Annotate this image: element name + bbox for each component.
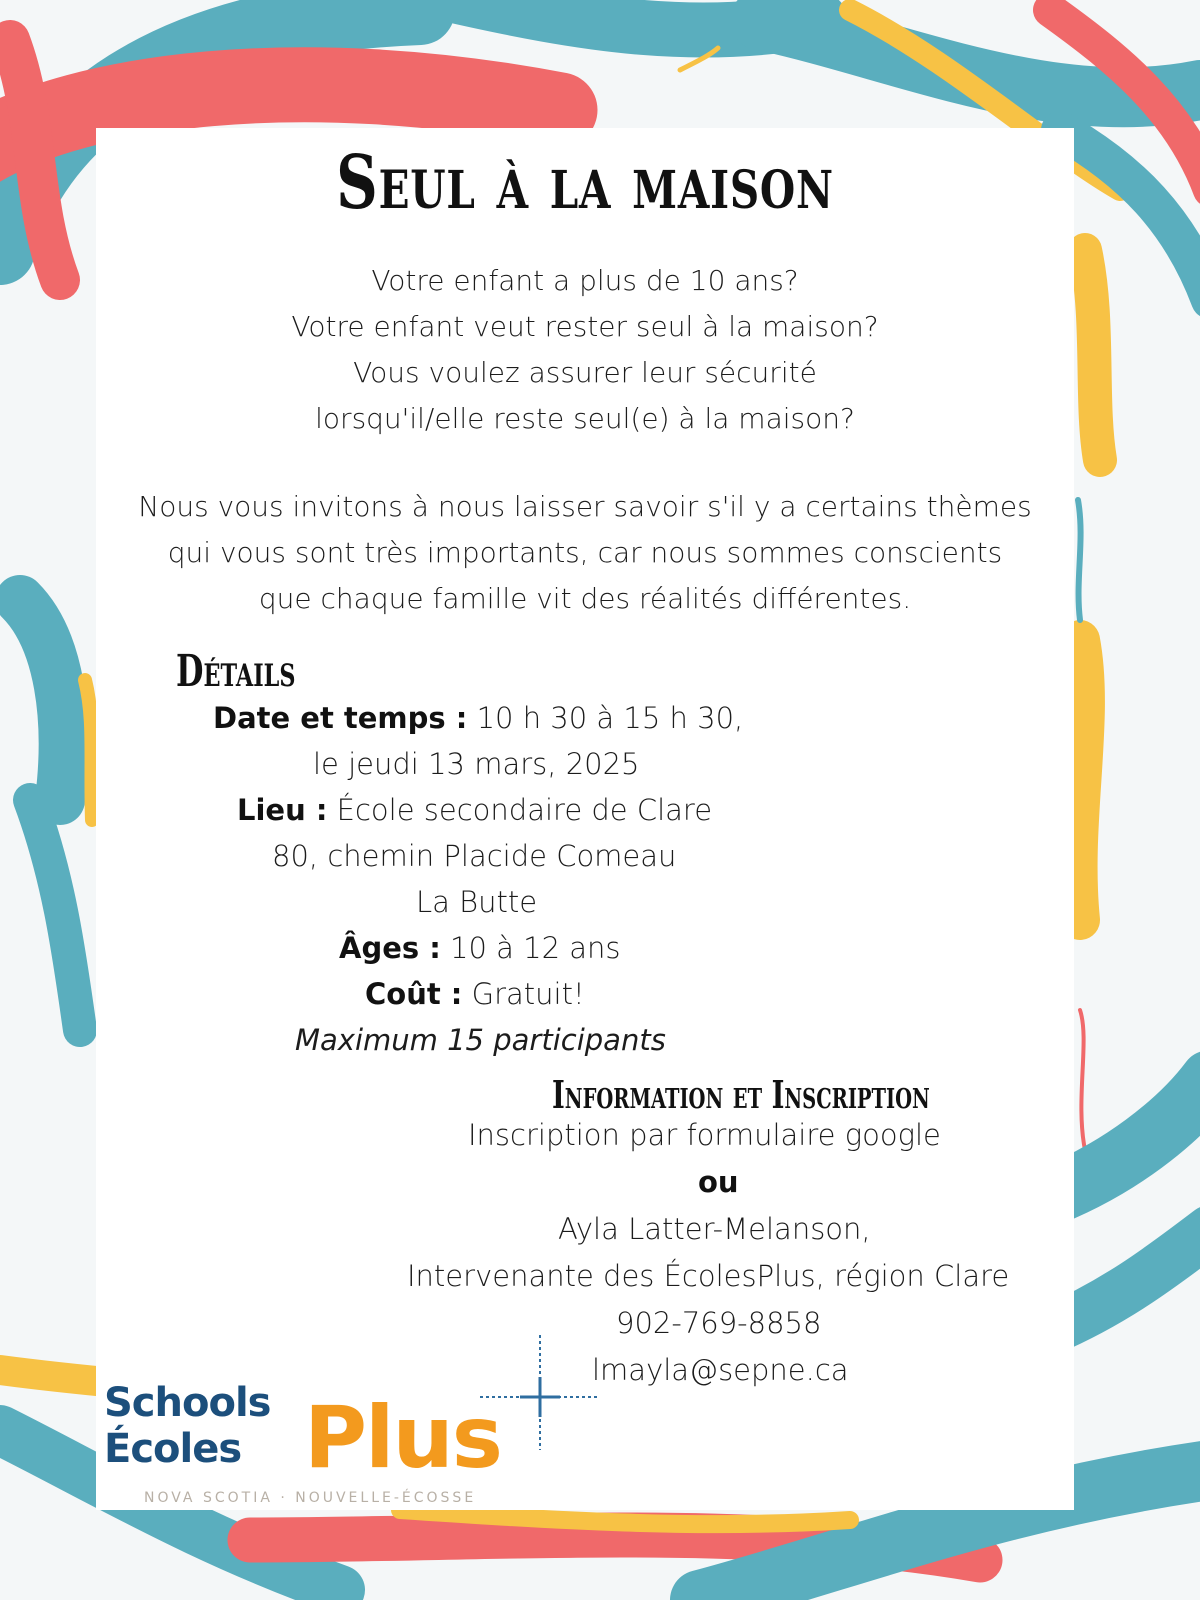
registration-heading: Information et Inscription — [552, 1072, 930, 1117]
ages-row — [339, 925, 621, 971]
ages-label: Âges : — [339, 931, 441, 965]
details-heading: Détails — [176, 646, 296, 697]
place-label: Lieu : — [237, 793, 328, 827]
intro-question-2: Votre enfant veut rester seul à la maison? — [291, 310, 879, 343]
invitation-line-1: Nous vous invitons à nous laisser savoir s'il y a certains thèmes — [138, 490, 1032, 523]
cost-row — [365, 971, 585, 1017]
address-line-1: 80, chemin Placide Comeau — [272, 839, 677, 873]
address-line-2: La Butte — [416, 885, 538, 919]
brush-coral-right-thin — [1080, 1010, 1085, 1150]
brush-teal-left-2 — [30, 800, 80, 1030]
cost-label: Coût : — [365, 977, 463, 1011]
brush-teal-right-thin — [1078, 500, 1081, 620]
place-row — [237, 787, 712, 833]
contact-email[interactable]: lmayla@sepne.ca — [592, 1353, 849, 1387]
cost-value: Gratuit! — [471, 977, 585, 1011]
page-title: Seul à la maison — [336, 140, 834, 226]
logo-plus: Plus — [304, 1388, 501, 1488]
logo-star-icon — [480, 1335, 600, 1455]
intro-question-3: Vous voulez assurer leur sécurité — [353, 356, 817, 389]
date-label: Date et temps : — [213, 701, 468, 735]
logo-schools: Schools — [104, 1380, 271, 1426]
registration-or: ou — [698, 1165, 739, 1199]
contact-role: Intervenante des ÉcolesPlus, région Clare — [407, 1259, 1010, 1293]
logo-ecoles: Écoles — [104, 1426, 242, 1472]
invitation-line-3: que chaque famille vit des réalités différentes. — [258, 582, 912, 615]
maximum-participants: Maximum 15 participants — [295, 1023, 666, 1057]
invitation-line-2: qui vous sont très importants, car nous sommes conscients — [167, 536, 1003, 569]
logo-tagline: NOVA SCOTIA · NOUVELLE-ÉCOSSE — [144, 1490, 477, 1506]
brush-yellow-right-1 — [1085, 250, 1100, 460]
date-row — [213, 695, 743, 741]
intro-question-1: Votre enfant a plus de 10 ans? — [371, 264, 799, 297]
brush-yellow-left — [85, 680, 92, 820]
brush-teal-left-1 — [20, 600, 64, 800]
contact-phone: 902-769-8858 — [616, 1306, 822, 1340]
date-value: 10 h 30 à 15 h 30, — [476, 701, 744, 735]
contact-name: Ayla Latter-Melanson, — [558, 1212, 871, 1246]
brush-yellow-right-2 — [1078, 640, 1085, 920]
schoolsplus-logo — [104, 1380, 594, 1520]
registration-method: Inscription par formulaire google — [468, 1118, 941, 1152]
intro-question-4: lorsqu'il/elle reste seul(e) à la maison? — [315, 402, 855, 435]
ages-value: 10 à 12 ans — [450, 931, 621, 965]
place-value: École secondaire de Clare — [336, 793, 713, 827]
date-line-2: le jeudi 13 mars, 2025 — [313, 747, 640, 781]
